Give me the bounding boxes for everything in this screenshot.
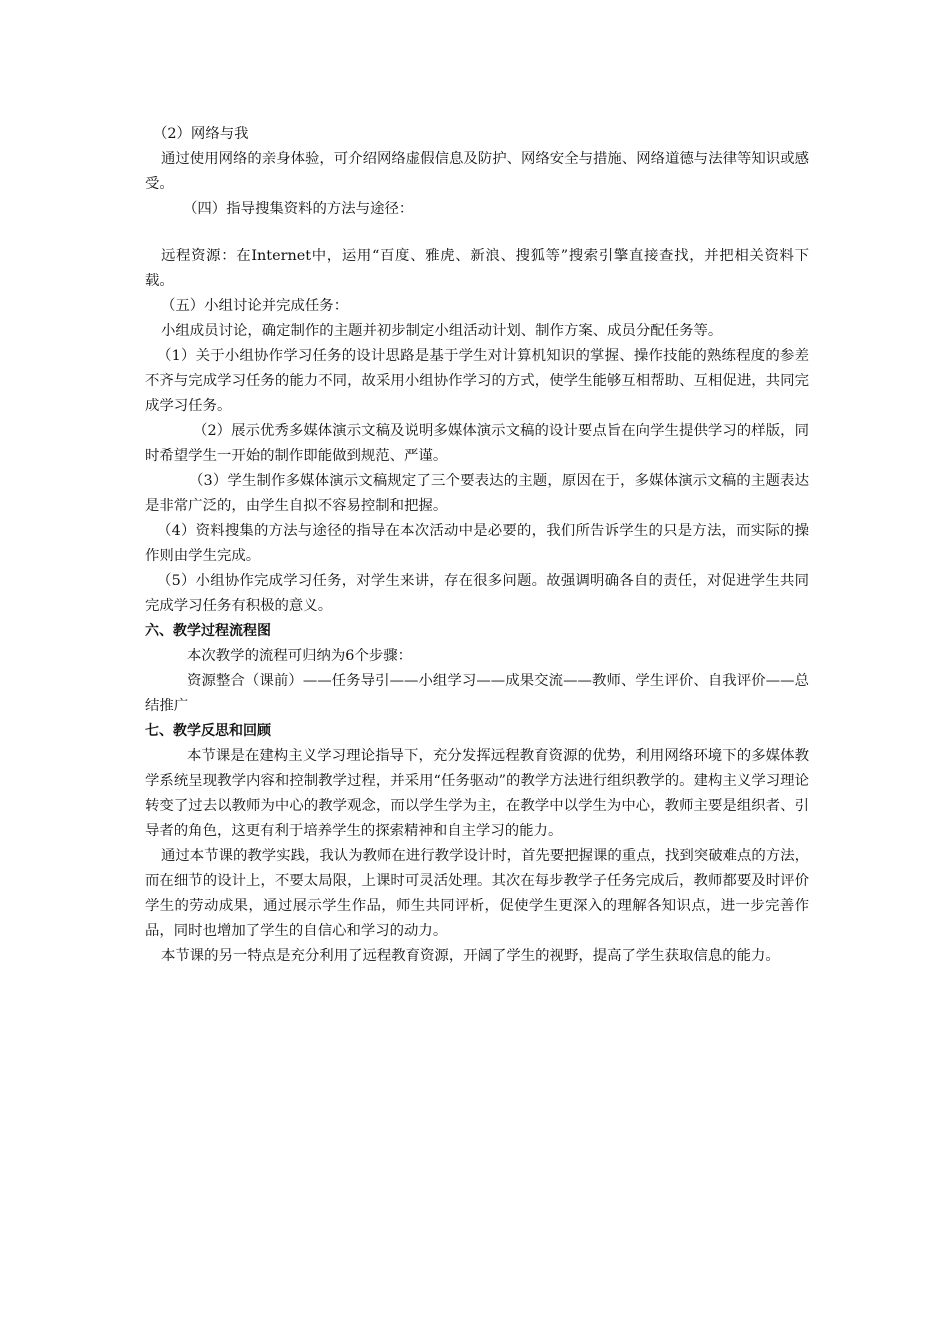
paragraph-reflection-3: 本节课的另一特点是充分利用了远程教育资源，开阔了学生的视野，提高了学生获取信息的能力。 — [161, 948, 780, 964]
paragraph-remote-resources: 远程资源：在Internet中，运用“百度、雅虎、新浪、搜狐等”搜索引擎直接查找，并把相关资料下载。 — [145, 248, 809, 289]
list-item-4: （4）资料搜集的方法与途径的指导在本次活动中是必要的，我们所告诉学生的只是方法，而实际的操作则由学生完成。 — [145, 523, 809, 564]
subsection-five-group-discussion: （五）小组讨论并完成任务： — [161, 298, 349, 314]
paragraph-reflection-1: 本节课是在建构主义学习理论指导下，充分发挥远程教育资源的优势，利用网络环境下的多媒体教学系统呈现教学内容和控制教学过程，并采用“任务驱动”的教学方法进行组织教学的。建构主义学习理论转变了过去以教师为中心的教学观念，而以学生学为主，在教学中以学生为中心，教师主要是组织者、引导者的角色，这更有利于培养学生的探索精神和自主学习的能力。 — [145, 748, 809, 839]
paragraph-flow-steps: 资源整合（课前）——任务导引——小组学习——成果交流——教师、学生评价、自我评价——总结推广 — [145, 673, 809, 714]
list-item-2: （2）展示优秀多媒体演示文稿及说明多媒体演示文稿的设计要点旨在向学生提供学习的样版，同时希望学生一开始的制作即能做到规范、严谨。 — [145, 423, 809, 464]
section-heading-six: 六、教学过程流程图 — [145, 623, 271, 639]
paragraph-group-members: 小组成员讨论，确定制作的主题并初步制定小组活动计划、制作方案、成员分配任务等。 — [161, 323, 723, 339]
list-item-1: （1）关于小组协作学习任务的设计思路是基于学生对计算机知识的掌握、操作技能的熟练程度的参差不齐与完成学习任务的能力不同，故采用小组协作学习的方式，使学生能够互相帮助、互相促进，共同完成学习任务。 — [145, 348, 809, 414]
subsection-network-and-me: （2）网络与我 — [153, 126, 249, 142]
document-page — [145, 122, 809, 969]
list-item-3: （3）学生制作多媒体演示文稿规定了三个要表达的主题，原因在于，多媒体演示文稿的主题表达是非常广泛的，由学生自拟不容易控制和把握。 — [145, 473, 809, 514]
blank-line — [145, 222, 809, 244]
list-item-5: （5）小组协作完成学习任务，对学生来讲，存在很多问题。故强调明确各自的责任，对促进学生共同完成学习任务有积极的意义。 — [145, 573, 809, 614]
paragraph-network-experience: 通过使用网络的亲身体验，可介绍网络虚假信息及防护、网络安全与措施、网络道德与法律等知识或感受。 — [145, 151, 809, 192]
section-heading-seven: 七、教学反思和回顾 — [145, 723, 271, 739]
paragraph-reflection-2: 通过本节课的教学实践，我认为教师在进行教学设计时，首先要把握课的重点，找到突破难点的方法，而在细节的设计上，不要太局限，上课时可灵活处理。其次在每步教学子任务完成后，教师都要及时评价学生的劳动成果，通过展示学生作品，师生共同评析，促使学生更深入的理解各知识点，进一步完善作品，同时也增加了学生的自信心和学习的动力。 — [145, 848, 809, 939]
subsection-four-guidance: （四）指导搜集资料的方法与途径： — [183, 201, 414, 217]
paragraph-six-steps: 本次教学的流程可归纳为6个步骤： — [187, 648, 413, 664]
